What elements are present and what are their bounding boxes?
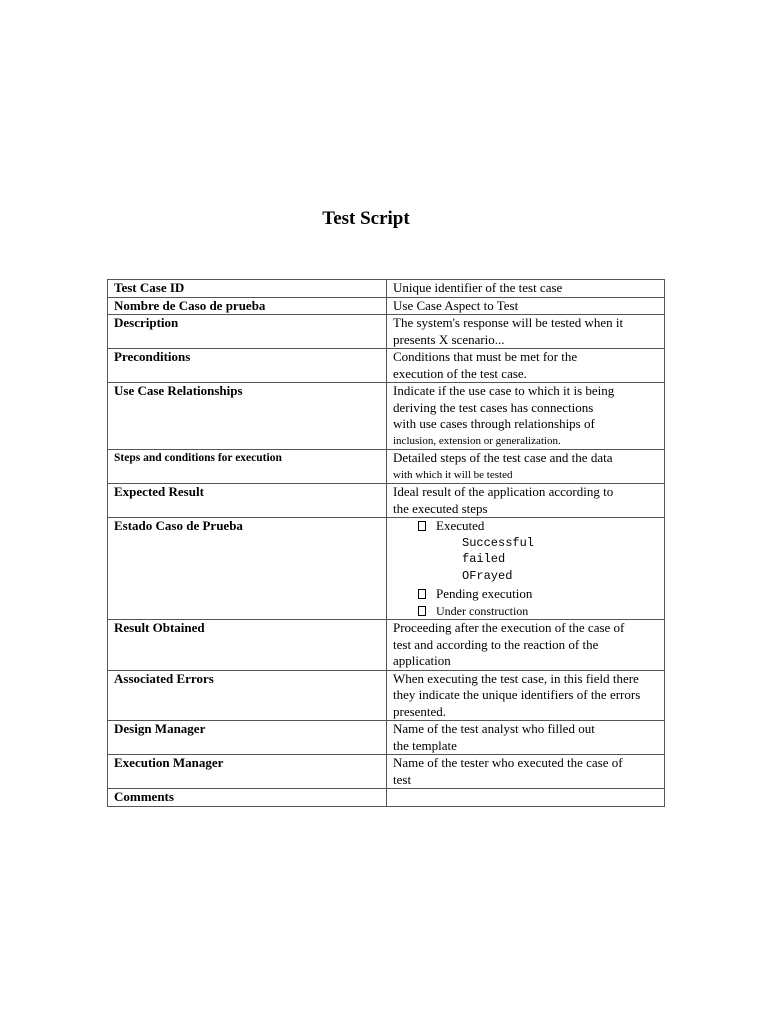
- row-value: [387, 620, 665, 671]
- row-value: [387, 315, 665, 349]
- test-script-table: [107, 279, 665, 807]
- table-row: [108, 450, 665, 484]
- value-line: Unique identifier of the test case: [393, 280, 563, 295]
- row-label: Design Manager: [108, 721, 387, 755]
- value-line: test and according to the reaction of the: [393, 636, 599, 652]
- page-title: Test Script: [322, 208, 410, 229]
- row-label: Steps and conditions for execution: [108, 450, 387, 484]
- value-line: inclusion, extension or generalization.: [393, 434, 561, 447]
- value-line: test: [393, 771, 412, 787]
- row-label: Test Case ID: [108, 280, 387, 298]
- row-label: Use Case Relationships: [108, 383, 387, 450]
- row-label: Result Obtained: [108, 620, 387, 671]
- row-label: Estado Caso de Prueba: [108, 518, 387, 620]
- row-value: [387, 670, 665, 721]
- status-option-under-construction[interactable]: [418, 603, 658, 620]
- row-value: [387, 297, 665, 315]
- value-line: the executed steps: [393, 500, 488, 516]
- value-line: application: [393, 653, 451, 668]
- table-row: [108, 518, 665, 620]
- status-label: Executed: [436, 518, 485, 533]
- row-value: [387, 484, 665, 518]
- value-line: with use cases through relationships of: [393, 416, 595, 431]
- checkbox-icon[interactable]: [418, 521, 426, 531]
- value-line: they indicate the unique identifiers of the errors: [393, 687, 641, 702]
- table-row: [108, 297, 665, 315]
- value-line: Ideal result of the application according to: [393, 484, 614, 499]
- status-option-pending[interactable]: [418, 586, 658, 603]
- status-label: Under construction: [436, 603, 529, 618]
- comments-value[interactable]: [387, 789, 665, 807]
- value-line: deriving the test cases has connections: [393, 399, 594, 415]
- row-label: Expected Result: [108, 484, 387, 518]
- table-row: [108, 620, 665, 671]
- row-label: Execution Manager: [108, 755, 387, 789]
- row-value: [387, 450, 665, 484]
- table-row: [108, 721, 665, 755]
- row-value: [387, 755, 665, 789]
- value-line: Proceeding after the execution of the case of: [393, 620, 625, 635]
- value-line: Use Case Aspect to Test: [393, 297, 519, 313]
- status-option-executed[interactable]: [418, 518, 658, 535]
- value-line: When executing the test case, in this field there: [393, 670, 639, 686]
- row-label: Nombre de Caso de prueba: [108, 297, 387, 315]
- table-row: [108, 315, 665, 349]
- table-row: [108, 349, 665, 383]
- row-label: Associated Errors: [108, 670, 387, 721]
- value-line: execution of the test case.: [393, 365, 527, 381]
- row-value: [387, 383, 665, 450]
- value-line: the template: [393, 737, 457, 753]
- row-value: [387, 518, 665, 620]
- row-value: [387, 280, 665, 298]
- status-sub-option: Successful: [462, 535, 535, 550]
- table-row: [108, 484, 665, 518]
- row-label: Comments: [108, 789, 387, 807]
- value-line: presented.: [393, 703, 447, 719]
- table-row: [108, 383, 665, 450]
- table-row: [108, 280, 665, 298]
- checkbox-icon[interactable]: [418, 606, 426, 616]
- row-label: Preconditions: [108, 349, 387, 383]
- value-line: presents X scenario...: [393, 331, 505, 347]
- value-line: Indicate if the use case to which it is being: [393, 383, 615, 398]
- value-line: The system's response will be tested when it: [393, 315, 624, 330]
- status-sub-option: failed: [462, 552, 506, 566]
- row-value: [387, 349, 665, 383]
- value-line: with which it will be tested: [393, 468, 513, 481]
- table-row: [108, 670, 665, 721]
- value-line: Name of the test analyst who filled out: [393, 721, 595, 736]
- status-sub-option: OFrayed: [462, 568, 513, 583]
- value-line: Name of the tester who executed the case of: [393, 755, 623, 770]
- row-value: [387, 721, 665, 755]
- status-label: Pending execution: [436, 586, 533, 601]
- table-row: [108, 789, 665, 807]
- value-line: Detailed steps of the test case and the data: [393, 450, 613, 465]
- value-line: Conditions that must be met for the: [393, 349, 578, 364]
- row-label: Description: [108, 315, 387, 349]
- table-row: [108, 755, 665, 789]
- checkbox-icon[interactable]: [418, 589, 426, 599]
- status-options: [393, 518, 658, 619]
